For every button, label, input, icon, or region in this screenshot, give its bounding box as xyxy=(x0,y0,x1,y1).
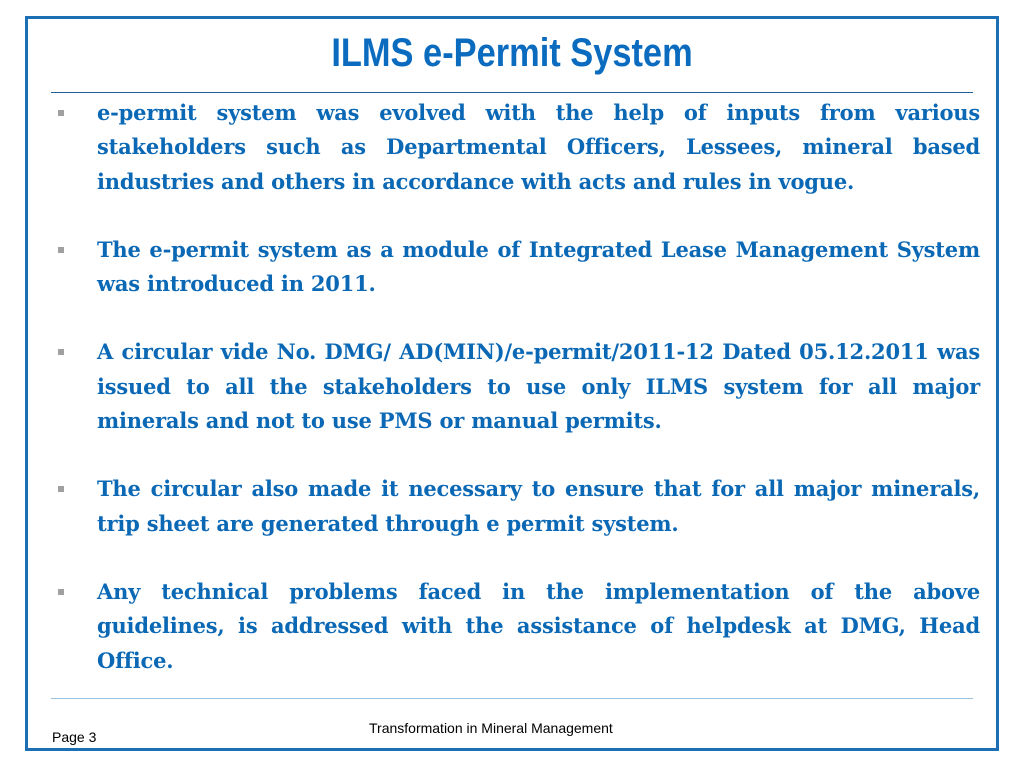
square-bullet-icon xyxy=(58,110,64,116)
bullet-item xyxy=(52,575,982,678)
square-bullet-icon xyxy=(58,247,64,253)
bullet-item xyxy=(52,335,982,438)
bullet-item xyxy=(52,96,982,199)
square-bullet-icon xyxy=(58,349,64,355)
square-bullet-icon xyxy=(58,486,64,492)
bullet-text: Any technical problems faced in the implementation of the above guidelines, is addressed with the assistance of helpdesk at DMG, Head Office. xyxy=(97,578,980,673)
page-number: Page 3 xyxy=(52,729,97,745)
square-bullet-icon xyxy=(58,589,64,595)
footer-title: Transformation in Mineral Management xyxy=(369,720,613,736)
bullet-item xyxy=(52,472,982,541)
bullet-list xyxy=(52,92,982,712)
footer-divider xyxy=(51,698,973,699)
slide-title: ILMS e-Permit System xyxy=(331,31,693,75)
bullet-text: A circular vide No. DMG/ AD(MIN)/e-permit/2011-12 Dated 05.12.2011 was issued to all the stakeholders to use only ILMS system for all major minerals and not to use PMS or manual permits. xyxy=(97,339,980,434)
bullet-text: e-permit system was evolved with the help of inputs from various stakeholders such as Departmental Officers, Lessees, mineral based industries and others in accordance with acts and rules in vogue. xyxy=(97,100,980,194)
bullet-text: The circular also made it necessary to ensure that for all major minerals, trip sheet are generated through e permit system. xyxy=(97,476,980,536)
bullet-item xyxy=(52,233,982,302)
bullet-text: The e-permit system as a module of Integrated Lease Management System was introduced in 2011. xyxy=(97,236,980,297)
